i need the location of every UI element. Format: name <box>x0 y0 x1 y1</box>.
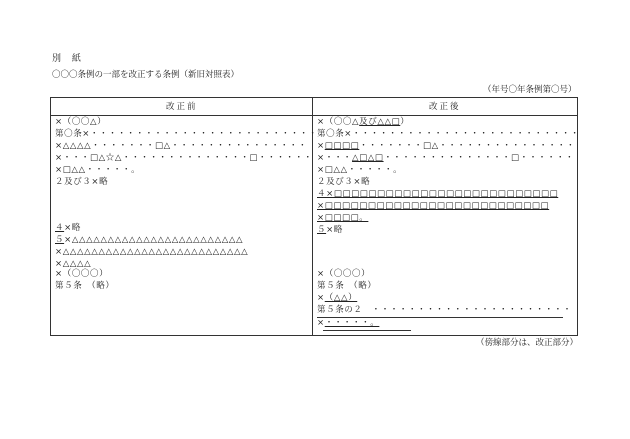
line-text: ×（〇〇△ <box>317 117 360 127</box>
line-text: × <box>317 141 325 151</box>
before-line: ×□△△・・・・・。 <box>55 165 141 175</box>
after-line: ×□△△・・・・・。 <box>317 165 403 175</box>
after-line: ×□□□□□□□□□□□□□□□□□□□□□□□□□□ <box>317 201 550 211</box>
after-line <box>317 294 357 303</box>
after-line: 第５条 （略） <box>317 281 377 291</box>
after-line: ２及び３×略 <box>317 177 371 187</box>
before-line <box>55 236 243 245</box>
underlined-text: △□△□ <box>352 153 384 163</box>
header-rule <box>51 115 577 116</box>
after-line: ×□□□□。 <box>317 213 369 223</box>
column-header-after: 改正後 <box>429 102 461 112</box>
document-title: 〇〇〇条例の一部を改正する条例（新旧対照表） <box>52 70 240 80</box>
before-line: 第５条 （略） <box>55 281 115 291</box>
line-text: ×△△△△△△△△△△△△△△△△△△△△△△△△ <box>64 235 244 245</box>
before-line: ×（〇〇△） <box>55 117 107 127</box>
before-line: ×△△△△△△△△△△△△△△△△△△△△△△△△△△ <box>55 247 249 257</box>
before-line <box>55 224 81 233</box>
before-line: ×（〇〇〇） <box>55 269 109 279</box>
before-line: 第〇条×・・・・・・・・・・・・・・・・・・・・・・・・・ <box>55 129 318 139</box>
line-text: × <box>317 318 325 328</box>
underlined-text: ５ <box>55 235 65 245</box>
after-line <box>317 319 379 328</box>
comparison-table <box>50 97 578 336</box>
before-line: ×△△△△ <box>55 259 92 269</box>
after-line <box>317 226 343 235</box>
line-text: × <box>317 293 325 303</box>
underlined-text: ４ <box>55 223 65 233</box>
after-line <box>317 118 409 127</box>
after-line: ４×□□□□□□□□□□□□□□□□□□□□□□□□□□ <box>317 189 559 199</box>
line-text: ×略 <box>326 225 343 235</box>
before-line: ２及び３×略 <box>55 177 109 187</box>
line-text: ・・・・・・・□△・・・・・・・・・・・・・・・ <box>359 141 576 151</box>
attachment-label: 別 紙 <box>52 54 85 64</box>
before-line: ×・・・□△☆△・・・・・・・・・・・・・・□・・・・・・ <box>55 153 313 163</box>
underlined-text: ５ <box>317 225 327 235</box>
after-line <box>317 142 575 151</box>
underlined-text: （△△） <box>324 293 358 303</box>
footnote: （傍線部分は、改正部分） <box>476 338 579 348</box>
after-line: ×（〇〇〇） <box>317 269 371 279</box>
column-header-before: 改正前 <box>166 102 198 112</box>
underline-rule <box>323 330 411 331</box>
line-text: ） <box>400 117 410 127</box>
underlined-text: □□□□ <box>324 141 360 151</box>
line-text: ×・・・ <box>317 153 353 163</box>
line-text: ×略 <box>64 223 81 233</box>
line-text: ・・・・・・・・・・・・・・□・・・・・・ <box>383 153 575 163</box>
after-line <box>317 154 574 163</box>
before-line: ×△△△△・・・・・・・□△・・・・・・・・・・・・・・・ <box>55 141 308 151</box>
ordinance-number: （年号〇年条例第〇号） <box>483 85 577 95</box>
after-line: 第５条の２ ・・・・・・・・・・・・・・・・・・・・・・ <box>317 305 572 315</box>
underlined-text: ・・・・・。 <box>324 318 380 328</box>
underlined-text: 及び△△□ <box>359 117 401 127</box>
after-line: 第〇条×・・・・・・・・・・・・・・・・・・・・・・・・・ <box>317 129 580 139</box>
